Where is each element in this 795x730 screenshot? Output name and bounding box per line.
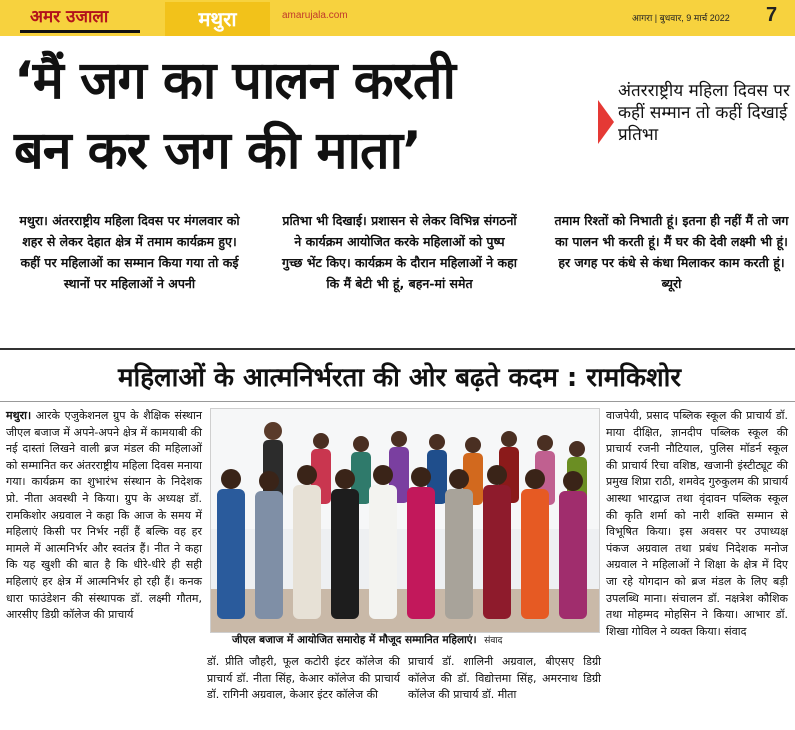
group-photo-illustration bbox=[211, 409, 600, 633]
article-left-text: आरके एजुकेशनल ग्रुप के शैक्षिक संस्थान जीएल बजाज में अपने-अपने क्षेत्र में कामयाबी की नई दास्तां लिखने वाली ब्रज मंडल की महिलाओं को सम्मानित कर अंतरराष्ट्रीय महिला दिवस मनाया गया। कार्यक्रम का शुभारंभ संस्थान के निदेशक प्रो. नीता अवस्थी ने किया। ग्रुप के अध्यक्ष डॉ. रामकिशोर अग्रवाल ने कहा कि आज के समय में महिलाएं किसी पर निर्भर नहीं हैं बल्कि वह हर मामले में आत्मनिर्भर और स्वतंत्र हैं। नीत ने कहा कि यह खुशी की बात है कि धीरे-धीरे ही सही महिलाएं हर क्षेत्र में आत्मनिर्भर हो रही हैं। कनक धारा फाउंडेशन की संस्थापक डॉ. लक्ष्मी गौतम, आरसीए डिग्री कॉलेज की प्राचार्य bbox=[6, 409, 202, 622]
article-lead: मथुरा। bbox=[6, 409, 32, 422]
website-label: amarujala.com bbox=[282, 10, 348, 21]
title-divider bbox=[0, 401, 795, 402]
intro-column-2: प्रतिभा भी दिखाई। प्रशासन से लेकर विभिन्न संगठनों ने कार्यक्रम आयोजित करके महिलाओं को पुष्प गुच्छ भेंट किए। कार्यक्रम के दौरान महिलाओं ने कहा कि मैं बेटी भी हूं, बहन-मां समेत bbox=[282, 213, 517, 291]
city-edition-label: मथुरा bbox=[165, 2, 270, 36]
group-photo bbox=[210, 408, 600, 633]
subheadline: अंतरराष्ट्रीय महिला दिवस पर कहीं सम्मान तो कहीं दिखाई प्रतिभा bbox=[618, 81, 790, 145]
logo-underline bbox=[20, 30, 140, 33]
masthead bbox=[0, 0, 795, 36]
article-bottom-column-1: डॉ. प्रीति जौहरी, फूल कटोरी इंटर कॉलेज की प्राचार्य डॉ. नीता सिंह, केआर कॉलेज की प्राचार्य डॉ. रागिनी अग्रवाल, केआर इंटर कॉलेज की bbox=[207, 655, 400, 702]
article-bottom-column-2: प्राचार्य डॉ. शालिनी अग्रवाल, बीएसए डिग्री कॉलेज की डॉ. विद्योत्तमा सिंह, अमरनाथ डिग्री कॉलेज की प्राचार्य डॉ. मीता bbox=[408, 655, 601, 702]
intro-column-1: मथुरा। अंतरराष्ट्रीय महिला दिवस पर मंगलवार को शहर से लेकर देहात क्षेत्र में तमाम कार्यक्रम हुए। कहीं पर महिलाओं का सम्मान किया गया तो कई स्थानों पर महिलाओं ने अपनी bbox=[19, 213, 240, 291]
photo-caption-text: जीएल बजाज में आयोजित समारोह में मौजूद सम्मानित महिलाएं। bbox=[232, 634, 477, 646]
page-number: 7 bbox=[766, 4, 778, 26]
intro-column-3: तमाम रिश्तों को निभाती हूं। इतना ही नहीं मैं तो जग का पालन भी करती हूं। मैं घर की देवी लक्ष्मी भी हूं। हर जगह पर कंधे से कंधा मिलाकर काम करती हूं। ब्यूरो bbox=[554, 213, 789, 291]
article-left-column bbox=[6, 408, 202, 624]
red-arrow-marker bbox=[598, 100, 614, 144]
photo-caption bbox=[210, 632, 600, 649]
story-title: महिलाओं के आत्मनिर्भरता की ओर बढ़ते कदम : रामकिशोर bbox=[117, 363, 682, 393]
section-divider bbox=[0, 348, 795, 350]
photo-credit: संवाद bbox=[484, 636, 503, 646]
newspaper-logo: अमर उजाला bbox=[30, 7, 109, 27]
headline-line-2: बन कर जग की माता’ bbox=[14, 121, 421, 181]
headline-line-1: ‘मैं जग का पालन करती bbox=[14, 51, 455, 111]
article-right-column: वाजपेयी, प्रसाद पब्लिक स्कूल की प्राचार्य डॉ. माया दीक्षित, ज्ञानदीप पब्लिक स्कूल की प्राचार्य रजनी नौटियाल, पुलिस मॉडर्न स्कूल की प्राचार्य रिचा वशिष्ठ, खजानी इंस्टीट्यूट की प्रमुख शिप्रा राठी, शमवेद गुरुकुलम की प्राचार्य आस्था भारद्वाज तथा वृंदावन पब्लिक स्कूल की कृति शर्मा को नारी शक्ति सम्मान से विभूषित किया। इस अवसर पर उपाध्यक्ष पंकज अग्रवाल तथा प्रबंध निदेशक मनोज अग्रवाल ने महिलाओं ने शिक्षा के क्षेत्र में दिए जा रहे योगदान को ब्रज मंडल के लिए बड़ी उपलब्धि माना। संचालन डॉ. नक्षत्रेश कौशिक तथा मोहम्मद मोहसिन ने किया। आभार डॉ. शिखा गोविल ने व्यक्त किया। संवाद bbox=[606, 409, 788, 638]
main-headline bbox=[14, 46, 604, 186]
dateline: आगरा | बुधवार, 9 मार्च 2022 bbox=[632, 13, 730, 23]
